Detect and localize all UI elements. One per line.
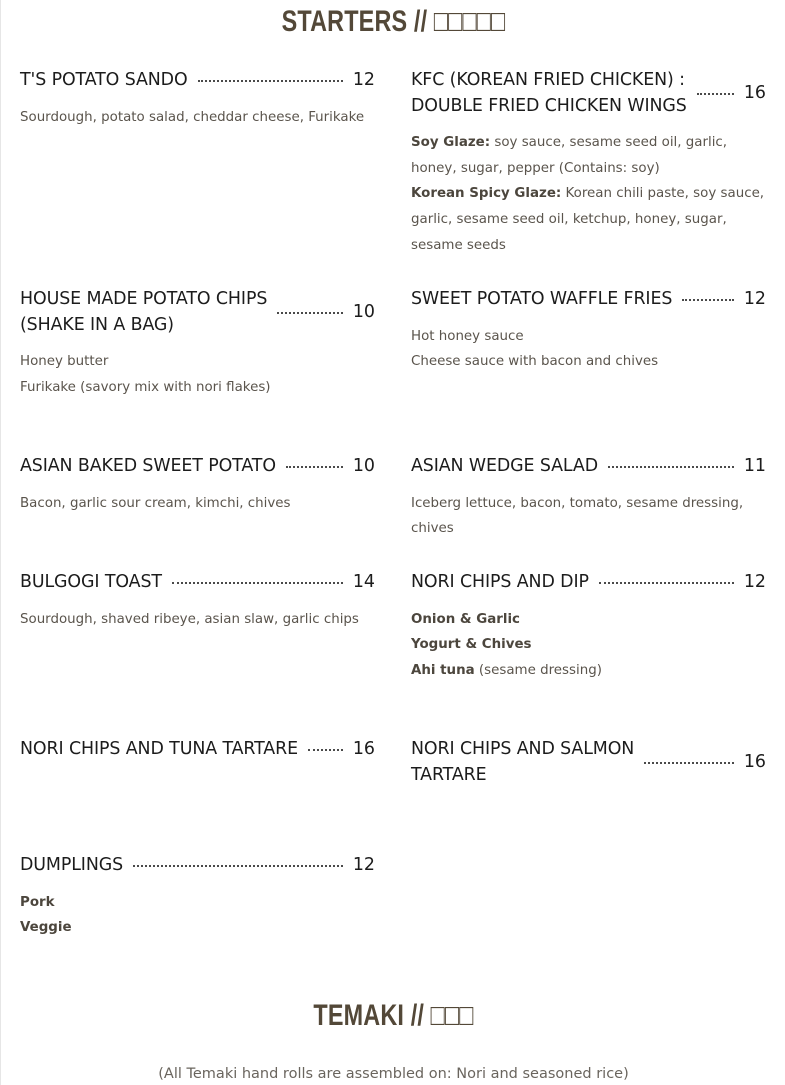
item-option: Cheese sauce with bacon and chives bbox=[411, 354, 659, 370]
item-name: T'S POTATO SANDO bbox=[20, 70, 188, 90]
item-name: HOUSE MADE POTATO CHIPS (SHAKE IN A BAG) bbox=[20, 289, 268, 335]
item-name: KFC (KOREAN FRIED CHICKEN) : DOUBLE FRIED CHICKEN WINGS bbox=[411, 70, 687, 116]
item-description: Bacon, garlic sour cream, kimchi, chives bbox=[20, 495, 291, 511]
menu-item-potato-chips bbox=[20, 287, 375, 400]
dot-leader bbox=[286, 466, 343, 468]
menu-item-bulgogi-toast bbox=[20, 570, 375, 632]
temaki-note: (All Temaki hand rolls are assembled on: Nori and seasoned rice) bbox=[158, 1066, 629, 1082]
item-option: Soy Glaze: soy sauce, sesame seed oil, garlic, honey, sugar, pepper (Contains: soy) bbox=[411, 135, 728, 176]
dot-leader bbox=[599, 582, 734, 584]
item-option: Korean Spicy Glaze: Korean chili paste, soy sauce, garlic, sesame seed oil, ketchup, honey, sugar, sesame seeds bbox=[411, 186, 765, 253]
item-price: 11 bbox=[743, 456, 766, 476]
item-price: 16 bbox=[743, 751, 766, 772]
item-name: NORI CHIPS AND TUNA TARTARE bbox=[20, 739, 298, 759]
item-description: Sourdough, potato salad, cheddar cheese, Furikake bbox=[20, 109, 365, 125]
item-option: Onion & Garlic bbox=[411, 611, 520, 627]
item-name: DUMPLINGS bbox=[20, 855, 124, 875]
menu-item-salmon-tartare bbox=[411, 737, 766, 788]
item-description: Iceberg lettuce, bacon, tomato, sesame dressing, chives bbox=[411, 495, 744, 537]
item-name: BULGOGI TOAST bbox=[20, 572, 162, 592]
starters-section-title: STARTERS // □□□□□ bbox=[281, 5, 506, 38]
dot-leader bbox=[198, 80, 343, 82]
menu-item-dumplings bbox=[20, 853, 375, 941]
dot-leader bbox=[277, 312, 343, 314]
item-option: Yogurt & Chives bbox=[411, 637, 532, 653]
item-name: SWEET POTATO WAFFLE FRIES bbox=[411, 289, 673, 309]
dot-leader bbox=[133, 865, 343, 867]
menu-item-wedge-salad bbox=[411, 454, 766, 542]
item-name: NORI CHIPS AND SALMON TARTARE bbox=[411, 739, 635, 785]
item-price: 12 bbox=[352, 70, 375, 90]
menu-item-waffle-fries bbox=[411, 287, 766, 375]
menu-item-nori-chips-dip bbox=[411, 570, 766, 684]
item-option: Ahi tuna (sesame dressing) bbox=[411, 662, 602, 678]
item-name: ASIAN WEDGE SALAD bbox=[411, 456, 598, 476]
item-price: 10 bbox=[352, 301, 375, 322]
item-option: Furikake (savory mix with nori flakes) bbox=[20, 379, 271, 395]
menu-item-tuna-tartare bbox=[20, 737, 375, 763]
item-name: ASIAN BAKED SWEET POTATO bbox=[20, 456, 276, 476]
item-option: Pork bbox=[20, 894, 55, 910]
item-price: 16 bbox=[743, 82, 766, 103]
item-name: NORI CHIPS AND DIP bbox=[411, 572, 589, 592]
dot-leader bbox=[308, 749, 343, 751]
item-option: Veggie bbox=[20, 920, 72, 936]
item-option: Hot honey sauce bbox=[411, 328, 524, 344]
item-description: Sourdough, shaved ribeye, asian slaw, garlic chips bbox=[20, 611, 359, 627]
dot-leader bbox=[682, 299, 734, 301]
item-price: 16 bbox=[352, 739, 375, 759]
dot-leader bbox=[172, 582, 343, 584]
menu-item-baked-sweet-potato bbox=[20, 454, 375, 516]
item-price: 12 bbox=[743, 572, 766, 592]
item-price: 12 bbox=[352, 855, 375, 875]
item-price: 14 bbox=[352, 572, 375, 592]
item-option: Honey butter bbox=[20, 354, 109, 369]
dot-leader bbox=[697, 93, 734, 95]
temaki-section-title: TEMAKI // □□□ bbox=[313, 999, 474, 1032]
menu-item-kfc bbox=[411, 68, 766, 259]
dot-leader bbox=[608, 466, 734, 468]
menu-item-potato-sando bbox=[20, 68, 375, 130]
item-price: 12 bbox=[743, 289, 766, 309]
item-price: 10 bbox=[352, 456, 375, 476]
dot-leader bbox=[644, 762, 734, 764]
